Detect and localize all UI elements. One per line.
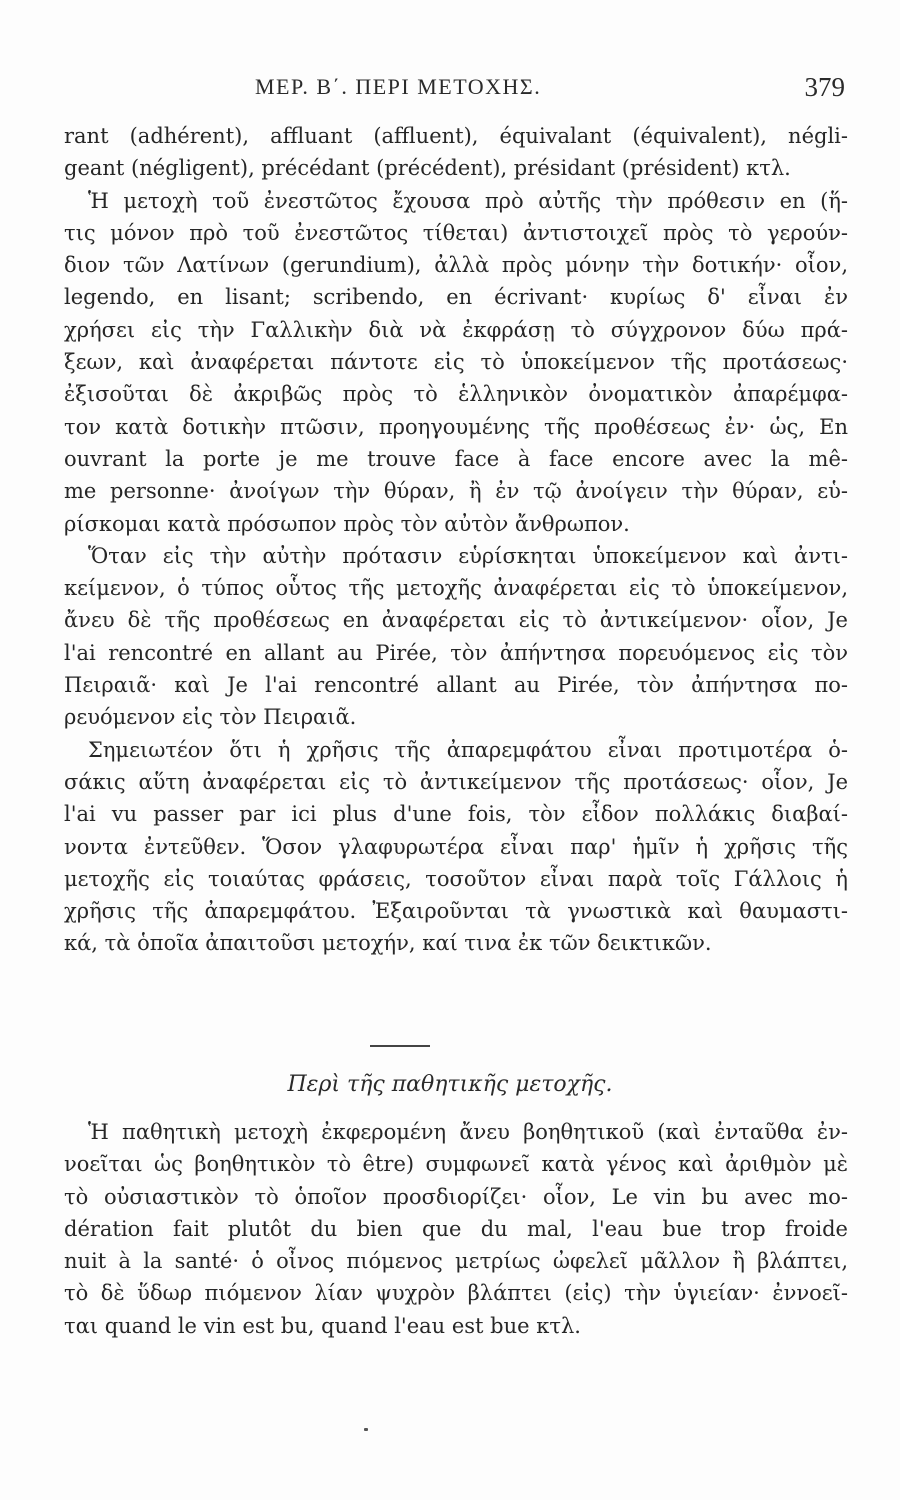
- text-line: κά, τὰ ὁποῖα ἀπαιτοῦσι μετοχήν, καί τινα ἐκ τῶν δεικτικῶν.: [64, 931, 712, 956]
- text-line: Ὅταν εἰς τὴν αὐτὴν πρότασιν εὑρίσκηται ὑποκείμενον καὶ ἀντι-: [88, 543, 848, 568]
- text-line: τὸ οὐσιαστικὸν τὸ ὁποῖον προσδιορίζει· οἷον, Le vin bu avec mo-: [64, 1184, 848, 1209]
- page-number: 379: [804, 72, 845, 102]
- text-line: μετοχῆς εἰς τοιαύτας φράσεις, τοσοῦτον εἶναι παρὰ τοῖς Γάλλοις ἡ: [64, 866, 848, 891]
- page-header: [255, 74, 845, 114]
- text-line: ξεων, καὶ ἀναφέρεται πάντοτε εἰς τὸ ὑποκείμενον τῆς προτάσεως·: [64, 350, 848, 375]
- text-line: ται quand le vin est bu, quand l'eau est bue κτλ.: [64, 1313, 581, 1338]
- text-line: τις μόνον πρὸ τοῦ ἐνεστῶτος τίθεται) ἀντιστοιχεῖ πρὸς τὸ γερούν-: [64, 220, 848, 245]
- text-line: διον τῶν Λατίνων (gerundium), ἀλλὰ πρὸς μόνην τὴν δοτικήν· οἷον,: [64, 253, 848, 278]
- text-line: dération fait plutôt du bien que du mal, l'eau bue trop froide: [64, 1216, 848, 1241]
- text-line: me personne· ἀνοίγων τὴν θύραν, ἢ ἐν τῷ ἀνοίγειν τὴν θύραν, εὑ-: [64, 479, 848, 504]
- text-line: rant (adhérent), affluant (affluent), équivalant (équivalent), négli-: [64, 124, 848, 148]
- text-line: Ἡ παθητικὴ μετοχὴ ἐκφερομένη ἄνευ βοηθητικοῦ (καὶ ἐνταῦθα ἐν-: [88, 1120, 848, 1144]
- text-line: legendo, en lisant; scribendo, en écrivant· κυρίως δ' εἶναι ἐν: [64, 285, 848, 310]
- text-line: Πειραιᾶ· καὶ Je l'ai rencontré allant au Pirée, τὸν ἀπήντησα πο-: [64, 673, 848, 698]
- main-text: [64, 120, 848, 960]
- text-line: χρήσει εἰς τὴν Γαλλικὴν διὰ νὰ ἐκφράσῃ τὸ σύγχρονον δύω πρά-: [64, 317, 848, 342]
- text-line: ἐξισοῦται δὲ ἀκριβῶς πρὸς τὸ ἑλληνικὸν ὀνοματικὸν ἀπαρέμφα-: [64, 382, 848, 407]
- text-line: l'ai rencontré en allant au Pirée, τὸν ἀπήντησα πορευόμενος εἰς τὸν: [64, 640, 848, 665]
- text-line: Ἡ μετοχὴ τοῦ ἐνεστῶτος ἔχουσα πρὸ αὐτῆς τὴν πρόθεσιν en (ἥ-: [88, 188, 848, 213]
- section-title: Περὶ τῆς παθητικῆς μετοχῆς.: [287, 1072, 613, 1097]
- text-line: νοντα ἐντεῦθεν. Ὅσον γλαφυρωτέρα εἶναι παρ' ἡμῖν ἡ χρῆσις τῆς: [64, 834, 848, 859]
- text-line: ἄνευ δὲ τῆς προθέσεως en ἀναφέρεται εἰς τὸ ἀντικείμενον· οἷον, Je: [64, 608, 848, 633]
- text-line: σάκις αὕτη ἀναφέρεται εἰς τὸ ἀντικείμενον τῆς προτάσεως· οἷον, Je: [64, 769, 848, 794]
- text-line: geant (négligent), précédant (précédent), présidant (président) κτλ.: [64, 156, 791, 181]
- text-line: ρευόμενον εἰς τὸν Πειραιᾶ.: [64, 705, 357, 730]
- text-line: l'ai vu passer par ici plus d'une fois, τὸν εἶδον πολλάκις διαβαί-: [64, 802, 848, 827]
- text-line: Σημειωτέον ὅτι ἡ χρῆσις τῆς ἀπαρεμφάτου εἶναι προτιμοτέρα ὁ-: [88, 737, 848, 762]
- section-text: [64, 1116, 848, 1342]
- text-line: τον κατὰ δοτικὴν πτῶσιν, προηγουμένης τῆς προθέσεως ἐν· ὡς, En: [64, 414, 848, 439]
- text-line: κείμενον, ὁ τύπος οὗτος τῆς μετοχῆς ἀναφέρεται εἰς τὸ ὑποκείμενον,: [64, 576, 848, 601]
- text-line: χρῆσις τῆς ἀπαρεμφάτου. Ἐξαιροῦνται τὰ γνωστικὰ καὶ θαυμαστι-: [64, 899, 848, 924]
- text-line: ρίσκομαι κατὰ πρόσωπον πρὸς τὸν αὐτὸν ἄνθρωπον.: [64, 511, 630, 536]
- section-divider: [370, 1045, 430, 1047]
- text-line: nuit à la santé· ὁ οἶνος πιόμενος μετρίως ὠφελεῖ μᾶλλον ἢ βλάπτει,: [64, 1249, 848, 1274]
- running-head: ΜΕΡ. Β΄. ΠΕΡΙ ΜΕΤΟΧΗΣ.: [255, 74, 542, 99]
- ink-speck: [364, 1428, 368, 1431]
- text-line: ouvrant la porte je me trouve face à face encore avec la mê-: [64, 446, 848, 471]
- text-line: νοεῖται ὡς βοηθητικὸν τὸ être) συμφωνεῖ κατὰ γένος καὶ ἀριθμὸν μὲ: [64, 1152, 848, 1177]
- text-line: τὸ δὲ ὕδωρ πιόμενον λίαν ψυχρὸν βλάπτει (εἰς) τὴν ὑγιείαν· ἐννοεῖ-: [64, 1281, 848, 1306]
